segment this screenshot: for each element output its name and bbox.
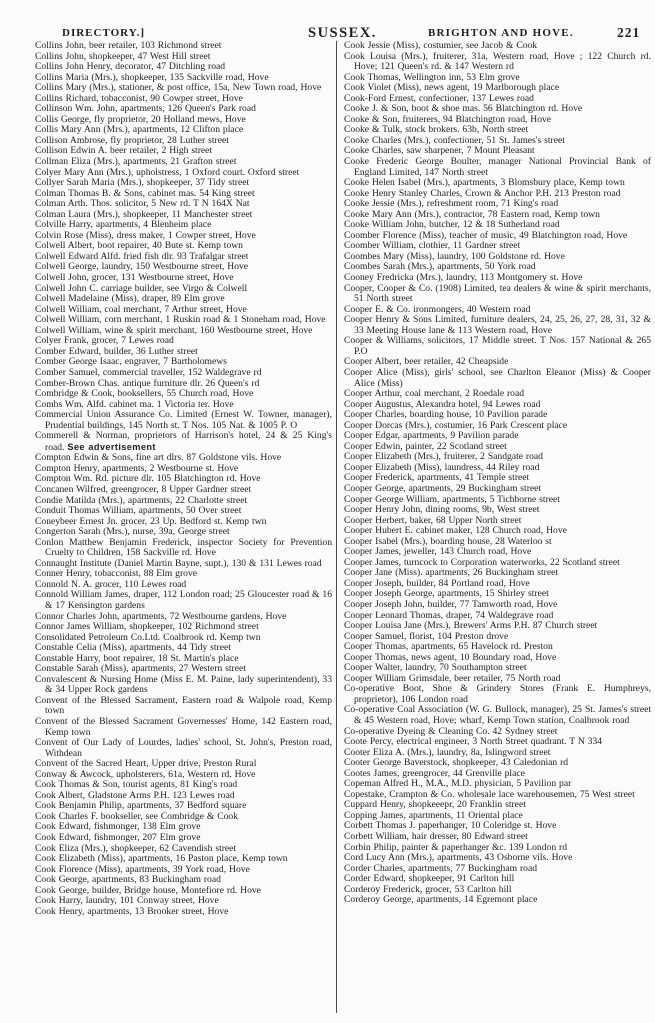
- directory-entry: Copping James, apartments, 11 Oriental place: [344, 809, 523, 821]
- directory-entry: Constable Sarah (Miss), apartments, 27 Western street: [35, 663, 246, 675]
- directory-entry: Convalescent & Nursing Home (Miss E. M. Paine, lady superintendent), 33 & 34 Upper Rock gardens: [35, 673, 332, 696]
- directory-entry: Copestake, Crampton & Co. wholesale lace warehousemen, 75 West street: [344, 788, 635, 800]
- directory-entry: Colman Arth. Thos. solicitor, 5 New rd. T N 164X Nat: [35, 198, 250, 210]
- directory-entry: Cook Albert, Gladstone Arms P.H. 123 Lewes road: [35, 789, 235, 801]
- directory-entry: Colwell John C. carriage builder, see Virgo & Colwell: [35, 282, 248, 294]
- directory-entry: Cook Benjamin Philip, apartments, 37 Bedford square: [35, 800, 247, 812]
- directory-entry: Corder Edward, shopkeeper, 91 Carlton hill: [344, 873, 515, 885]
- directory-entry: Cook Charles F. bookseller, see Combridge & Cook: [35, 810, 238, 822]
- directory-entry: Collison Edwin A. beer retailer, 2 High street: [35, 145, 213, 157]
- directory-entry: Cooper Isabel (Mrs.), boarding house, 28 Waterloo st: [344, 535, 552, 547]
- directory-entry: Collyer Sarah Maria (Mrs.), shopkeeper, 37 Tidy street: [35, 177, 250, 189]
- directory-entry: Cooper Hubert E. cabinet maker, 128 Church road, Hove: [344, 525, 567, 537]
- directory-entry: Cook Thomas & Son, tourist agents, 81 King's road: [35, 779, 238, 791]
- directory-entry: Cook George, builder, Bridge house, Montefiore rd. Hove: [35, 884, 261, 896]
- directory-entry: Constable Harry, boot repairer, 18 St. Martin's place: [35, 652, 239, 664]
- directory-entry: Cooper E. & Co. ironmongers, 40 Western road: [344, 303, 531, 315]
- directory-entry: Cook Elizabeth (Miss), apartments, 16 Paston place, Kemp town: [35, 853, 288, 865]
- directory-entry: Cooke Frederic George Boulter, manager National Provincial Bank of England Limited, 147 North street: [344, 156, 651, 178]
- directory-entry: Corbett Thomas J. paperhanger, 10 Coleridge st. Hove: [344, 820, 557, 832]
- directory-entry: Cooke William John, butcher, 12 & 18 Sutherland road: [344, 219, 560, 231]
- directory-entry: Collinson Wm. John, apartments, 126 Queen's Park road: [35, 103, 256, 115]
- directory-entry: Cook Violet (Miss), news agent, 19 Marlborough place: [344, 82, 560, 94]
- directory-entry: Collison Ambrose, fly proprietor, 28 Luther street: [35, 134, 229, 146]
- directory-content: [35, 41, 651, 1013]
- directory-entry: Cooper Dorcas (Mrs.), costumier, 16 Park Crescent place: [344, 419, 568, 431]
- directory-entry: Conlon Matthew Benjamin Frederick, inspector Society for Prevention Cruelty to Children, 158 Sackville rd. Hove: [35, 536, 332, 559]
- directory-entry: Colwell Albert, boot repairer, 40 Bute st. Kemp town: [35, 240, 243, 252]
- directory-entry: Cooke J. & Son, boot & shoe mas. 56 Blatchington rd. Hove: [344, 103, 583, 115]
- directory-entry: Connold William James, draper, 112 London road; 25 Gloucester road & 16 & 17 Kensington gardens: [35, 589, 333, 611]
- directory-entry: Cooke & Son, fruiterers, 94 Blatchington road, Hove: [344, 113, 552, 125]
- directory-entry: Corbett William, hair dresser, 80 Edward street: [344, 831, 528, 843]
- directory-entry: Cooke Charles (Mrs.), confectioner, 51 St. James's street: [344, 134, 565, 146]
- directory-entry: Coote Percy, electrical engineer, 3 North Street quadrant. T N 334: [344, 736, 603, 748]
- directory-entry: Commerell & Norman, proprietors of Harrison's hotel, 24 & 25 King's road. See advertisement: [35, 430, 332, 453]
- header-county-title: SUSSEX.: [308, 25, 377, 41]
- header-section-title: BRIGHTON AND HOVE.: [428, 27, 574, 39]
- directory-entry: Co-operative Coal Association (W. G. Bullock, manager), 25 St. James's street & 45 Western road, Hove; wharf, Kemp Town station, Coalbrook road: [344, 704, 651, 726]
- directory-entry: Compton Edwin & Sons, fine art dlrs. 87 Goldstone vils. Hove: [35, 452, 282, 464]
- directory-entry: Collins Maria (Mrs.), shopkeeper, 135 Sackville road, Hove: [35, 71, 269, 83]
- directory-entry: Compton Wm. Rd. picture dlr. 105 Blatchington rd. Hove: [35, 473, 261, 485]
- directory-entry: Colwell William, wine & spirit merchant, 160 Westbourne street, Hove: [35, 324, 313, 336]
- directory-entry: Cook Florence (Miss), apartments, 39 York road, Hove: [35, 863, 250, 875]
- directory-entry: Co-operative Boot, Shoe & Grindery Stores (Frank E. Humphreys, proprietor), 106 London road: [344, 683, 651, 705]
- directory-entry: Cook Jessie (Miss), costumier, see Jacob & Cook: [344, 41, 538, 51]
- directory-entry: Cooper & Williams, solicitors, 17 Middle street. T Nos. 157 National & 265 P.O: [344, 335, 651, 357]
- directory-entry: Conner Henry, tobacconist, 88 Elm grove: [35, 568, 198, 580]
- directory-entry: Convent of the Sacred Heart, Upper drive, Preston Rural: [35, 758, 257, 770]
- directory-entry: Comber Edward, builder, 36 Luther street: [35, 345, 198, 357]
- directory-entry: Cooke Henry Stanley Charles, Crown & Anchor P.H. 213 Preston road: [344, 187, 621, 199]
- directory-entry: Cook Louisa (Mrs.), fruiterer, 31a, Western road, Hove ; 122 Church rd. Hove; 121 Queen's rd. & 147 Western rd: [344, 50, 651, 73]
- directory-entry: Cooper Augustus, Alexandra hotel, 94 Lewes road: [344, 398, 541, 410]
- directory-entry: Cooper Samuel, florist, 104 Preston drove: [344, 630, 509, 642]
- directory-entry: Colman Thomas B. & Sons, cabinet mas. 54 King street: [35, 187, 255, 199]
- directory-entry: Colwell John, grocer, 131 Westbourne street, Hove: [35, 272, 234, 284]
- directory-entry: Cooke Mary Ann (Mrs.), contractor, 78 Eastern road, Kemp town: [344, 208, 600, 220]
- directory-entry: Collis George, fly proprietor, 20 Holland mews, Hove: [35, 113, 246, 125]
- directory-entry: Cooper William Grimsdale, beer retailer, 75 North road: [344, 672, 561, 684]
- directory-entry: Cooper Elizabeth (Miss), laundress, 44 Riley road: [344, 461, 540, 473]
- directory-entry: Collins Richard, tobacconist, 90 Cowper street, Hove: [35, 92, 243, 104]
- directory-entry: Cooke Jessie (Mrs.), refreshment room, 71 King's road: [344, 198, 559, 210]
- directory-entry: Combs Wm. Alfd. cabinet ma. 1 Victoria ter. Hove: [35, 398, 234, 410]
- directory-entry: Cooper George, apartments, 29 Buckingham street: [344, 482, 542, 494]
- directory-entry: Cooter George Baverstock, shopkeeper, 43 Caledonian rd: [344, 757, 569, 769]
- directory-entry: Corderoy Frederick, grocer, 53 Carlton hill: [344, 883, 512, 895]
- directory-entry: Colwell William, coal merchant, 7 Arthur street, Hove: [35, 303, 247, 315]
- directory-entry: Cooper Joseph George, apartments, 15 Shirley street: [344, 588, 549, 600]
- directory-entry: Cooke Helen Isabel (Mrs.), apartments, 3 Blomsbury place, Kemp town: [344, 177, 625, 189]
- directory-entry: Cooper Elizabeth (Mrs.), fruiterer, 2 Sandgate road: [344, 451, 543, 463]
- directory-entry: Connor Charles John, apartments, 72 Westbourne gardens, Hove: [35, 610, 287, 622]
- directory-entry: Collins Mary (Mrs.), stationer, & post office, 15a, New Town road, Hove: [35, 82, 322, 94]
- directory-entry: Collins John, shopkeeper, 47 West Hill street: [35, 50, 211, 62]
- directory-entry: Cooper Joseph John, builder, 77 Tamworth road, Hove: [344, 598, 558, 610]
- see-advertisement-note: See advertisement: [67, 441, 156, 452]
- directory-entry: Cooper Henry & Sons Limited, furniture dealers, 24, 25, 26, 27, 28, 31, 32 & 33 Meeting House lane & 113 Western road, Hove: [344, 314, 651, 336]
- directory-entry: Coombes Mary (Miss), laundry, 100 Goldstone rd. Hove: [344, 250, 565, 262]
- directory-entry: Conway & Awcock, upholsterers, 61a, Western rd. Hove: [35, 768, 256, 780]
- directory-entry: Commercial Union Assurance Co. Limited (Ernest W. Towner, manager), Prudential buildings, 145 North st. T Nos. 105 Nat. & 1005 P. O: [35, 409, 332, 431]
- directory-entry: Combridge & Cook, booksellers, 55 Church road, Hove: [35, 388, 254, 400]
- directory-entry: Coomber William, clothier, 11 Gardner street: [344, 240, 521, 252]
- directory-entry: Collins John, beer retailer, 103 Richmond street: [35, 41, 222, 51]
- directory-entry: Cooper Thomas, apartments, 65 Havelock rd. Preston: [344, 641, 553, 653]
- directory-entry: Cooper Edgar, apartments, 9 Pavilion parade: [344, 430, 519, 442]
- directory-entry: Colyer Frank, grocer, 7 Lewes road: [35, 335, 174, 347]
- directory-entry: Co-operative Dyeing & Cleaning Co. 42 Sydney street: [344, 725, 558, 737]
- directory-entry: Cooter Eliza A. (Mrs.), laundry, 8a, Islingword street: [344, 746, 551, 758]
- directory-entry: Colville Harry, apartments, 4 Blenheim place: [35, 219, 212, 231]
- directory-entry: Cord Lucy Ann (Mrs.), apartments, 43 Osborne vils. Hove: [344, 852, 573, 864]
- directory-entry: Congerton Sarah (Mrs.), nurse, 39a, George street: [35, 526, 230, 538]
- directory-entry: Comber George Isaac, engraver, 7 Bartholomews: [35, 356, 227, 368]
- directory-entry: Corbin Philip, painter & paperhanger &c. 139 London rd: [344, 841, 568, 853]
- left-column: [35, 41, 337, 1013]
- directory-entry: Cooper Charles, boarding house, 10 Pavilion parade: [344, 409, 548, 421]
- directory-entry: Cook George, apartments, 83 Buckingham road: [35, 874, 221, 886]
- directory-entry: Collis Mary Ann (Mrs.), apartments, 12 Clifton place: [35, 124, 244, 136]
- directory-entry: Comber-Brown Chas. antique furniture dlr. 26 Queen's rd: [35, 377, 260, 389]
- directory-entry: Coombes Sarah (Mrs.), apartments, 50 York road: [344, 261, 536, 273]
- directory-entry: Cook Henry, apartments, 13 Brooker street, Hove: [35, 905, 229, 917]
- directory-entry: Cooper James, jeweller, 143 Church road, Hove: [344, 546, 532, 558]
- directory-entry: Cooper Frederick, apartments, 41 Temple street: [344, 472, 530, 484]
- directory-entry: Connor James William, shopkeeper, 102 Richmond street: [35, 621, 259, 633]
- directory-entry: Colwell William, corn merchant, 1 Ruskin road & 1 Stoneham road, Hove: [35, 314, 326, 326]
- directory-entry: Colvin Rose (Miss), dress maker, 1 Cowper street, Hove: [35, 229, 256, 241]
- directory-entry: Cook Edward, fishmonger, 138 Elm grove: [35, 821, 201, 833]
- directory-entry: Convent of Our Lady of Lourdes, ladies' school, St. John's, Preston road, Withdean: [35, 737, 332, 759]
- directory-entry: Cuppard Henry, shopkeeepr, 20 Franklin street: [344, 799, 526, 811]
- directory-entry: Cooper Leonard Thomas, draper, 74 Waldegrave road: [344, 609, 554, 621]
- directory-entry: Cooper Edwin, painter, 22 Scotland street: [344, 440, 507, 452]
- directory-entry: Comber Samuel, commercial traveller, 152 Waldegrave rd: [35, 366, 262, 378]
- directory-entry: Cook-Ford Ernest, confectioner, 137 Lewes road: [344, 92, 534, 104]
- directory-entry: Cootes James, greengrocer, 44 Grenville place: [344, 767, 525, 779]
- directory-entry: Consolidated Petroleum Co.Ltd. Coalbrook rd. Kemp twn: [35, 631, 261, 643]
- directory-entry: Cook Thomas, Wellington inn, 53 Elm grove: [344, 71, 520, 83]
- directory-entry: Collins John Henry, decorator, 47 Ditchling road: [35, 61, 226, 73]
- directory-entry: Cooper Henry John, dining rooms, 9b, West street: [344, 504, 540, 516]
- directory-entry: Cooper Louisa Jane (Mrs.), Brewers' Arms P.H. 87 Church street: [344, 620, 598, 632]
- directory-entry: Collman Eliza (Mrs.), apartments, 21 Grafton street: [35, 156, 237, 168]
- directory-entry: Copeman Alfred H., M.A., M.D. physician, 5 Pavilion par: [344, 778, 572, 790]
- directory-entry: Cooper Thomas, news agent, 10 Boundary road, Hove: [344, 651, 557, 663]
- directory-entry: Connaught Institute (Daniel Martin Bayne, supt.), 130 & 131 Lewes road: [35, 557, 322, 569]
- directory-entry: Cooper Albert, beer retailer, 42 Cheapside: [344, 356, 509, 368]
- directory-entry: Corderoy George, apartments, 14 Egremont place: [344, 894, 538, 906]
- directory-entry: Cooper Joseph, builder, 84 Portland road, Hove: [344, 577, 530, 589]
- right-column: [337, 41, 651, 1013]
- directory-entry: Cooper Arthur, coal merchant, 2 Roedale road: [344, 388, 525, 400]
- directory-entry: Condie Matilda (Mrs.), apartments, 22 Charlotte street: [35, 494, 248, 506]
- directory-entry: Cooper James, turncock to Corporation waterworks, 22 Scotland street: [344, 556, 620, 568]
- directory-entry: Cooney Fredricka (Mrs.), laundry, 113 Montgomery st. Hove: [344, 272, 583, 284]
- directory-entry: Conduit Thomas William, apartments, 50 Over street: [35, 505, 242, 517]
- directory-entry: Corder Charles, apartments, 77 Buckingham road: [344, 862, 537, 874]
- directory-entry: Convent of the Blessed Sacrament, Eastern road & Walpole road, Kemp town: [35, 694, 332, 717]
- directory-entry: Concanen Wilfred, greengrocer, 8 Upper Gardner street: [35, 483, 252, 495]
- directory-entry: Colman Laura (Mrs.), shopkeeper, 11 Manchester street: [35, 208, 253, 220]
- directory-entry: Cooper Herbert, baker, 68 Upper North street: [344, 514, 522, 526]
- directory-entry: Cooper Walter, laundry, 70 Southampton street: [344, 662, 527, 674]
- directory-entry: Cooke & Tulk, stock brokers. 63b, North street: [344, 124, 529, 136]
- directory-entry: Colwell George, laundry, 150 Westbourne street, Hove: [35, 261, 249, 273]
- directory-entry: Colwell Madelaine (Miss), draper, 89 Elm grove: [35, 293, 225, 305]
- directory-entry: Cooper George William, apartments, 5 Tichborne street: [344, 493, 560, 505]
- header-directory-label: DIRECTORY.]: [62, 27, 146, 39]
- directory-entry: Cook Edward, fishmonger, 207 Elm grove: [35, 832, 201, 844]
- directory-entry: Colyer Mary Ann (Mrs.), upholstress, 1 Oxford court. Oxford street: [35, 166, 300, 178]
- directory-entry: Constable Celia (Miss), apartments, 44 Tidy street: [35, 642, 231, 654]
- page-number: 221: [617, 25, 641, 40]
- directory-entry: Cooper, Cooper & Co. (1908) Limited, tea dealers & wine & spirit merchants, 51 North street: [344, 282, 651, 305]
- directory-entry: Cooper Alice (Miss), girls' school, see Charlton Eleanor (Miss) & Cooper Alice (Miss): [344, 366, 651, 389]
- directory-entry: Cooper Jane (Miss). apartments, 26 Buckingham street: [344, 567, 559, 579]
- directory-entry: Coomber Florence (Miss), teacher of music, 49 Blatchington road, Hove: [344, 229, 628, 241]
- directory-entry: Compton Henry, apartments, 2 Westbourne st. Hove: [35, 462, 239, 474]
- directory-entry: Convent of the Blessed Sacrament Governesses' Home, 142 Eastern road, Kemp town: [35, 716, 332, 738]
- directory-entry: Colwell Edward Alfd. fried fish dlr. 93 Trafalgar street: [35, 250, 249, 262]
- directory-entry: Cook Harry, laundry, 101 Conway street, Hove: [35, 895, 219, 907]
- directory-entry: Cooke Charles, saw sharpener, 7 Mount Pleasant: [344, 145, 535, 157]
- directory-entry: Coneybeer Ernest Jn. grocer, 23 Up. Bedford st. Kemp twn: [35, 515, 267, 527]
- directory-entry: Connold N. A. grocer, 110 Lewes road: [35, 578, 187, 590]
- directory-entry: Cook Eliza (Mrs.), shopkeeper, 62 Cavendish street: [35, 842, 237, 854]
